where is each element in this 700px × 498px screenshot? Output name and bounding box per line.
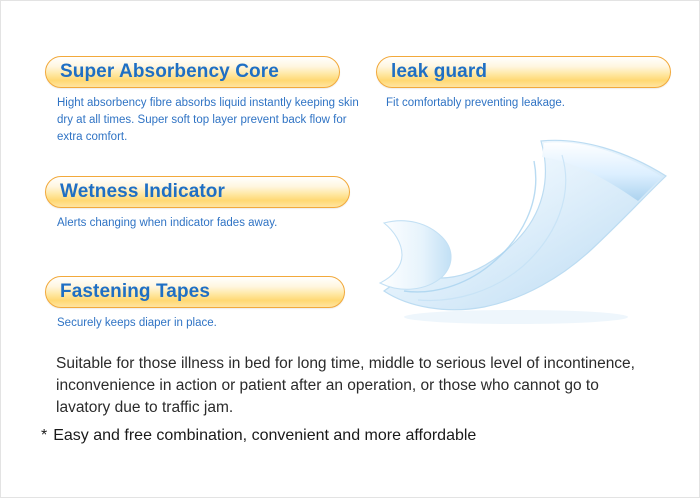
feature-block-wetness-indicator	[45, 176, 350, 232]
feature-block-super-absorbency-core	[45, 56, 362, 146]
highlight-line	[41, 425, 641, 447]
diaper-shadow	[404, 310, 628, 324]
feature-title-pill	[45, 276, 345, 308]
feature-block-fastening-tapes	[45, 276, 345, 332]
diaper-illustration	[366, 131, 686, 331]
product-image	[366, 131, 686, 331]
feature-title-pill	[45, 176, 350, 208]
feature-title-pill	[376, 56, 671, 88]
feature-description: Securely keeps diaper in place.	[57, 317, 217, 329]
feature-title-pill	[45, 56, 340, 88]
description-paragraph: Suitable for those illness in bed for long time, middle to serious level of incontinence, inconvenience in action or patient after an operation, or those who cannot go to lavatory due to traffic jam.	[56, 355, 635, 416]
feature-title: leak guard	[391, 61, 488, 82]
diaper-left-flap	[380, 221, 451, 290]
feature-description: Alerts changing when indicator fades away.	[57, 217, 278, 229]
feature-title: Fastening Tapes	[60, 281, 211, 302]
feature-description: Fit comfortably preventing leakage.	[386, 97, 565, 109]
asterisk-icon: *	[41, 427, 48, 444]
feature-description: Hight absorbency fibre absorbs liquid instantly keeping skin dry at all times. Super soft top layer prevent back flow for extra comfort.	[57, 97, 359, 143]
feature-title: Wetness Indicator	[60, 181, 225, 202]
highlight-text: Easy and free combination, convenient and more affordable	[53, 427, 477, 444]
feature-block-leak-guard	[376, 56, 671, 112]
feature-title: Super Absorbency Core	[60, 61, 279, 82]
